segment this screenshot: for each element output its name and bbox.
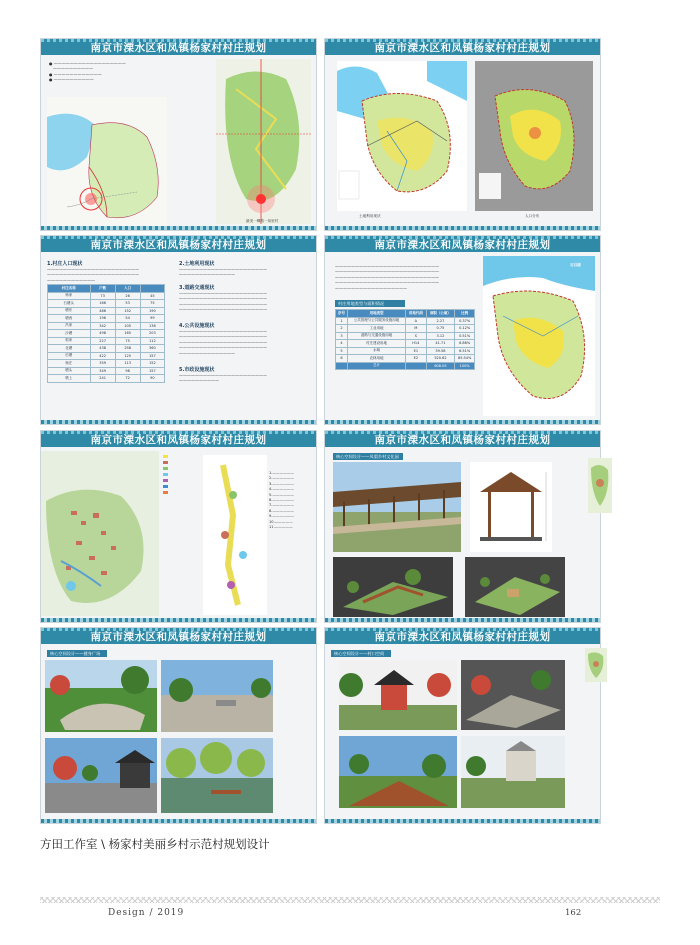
table-cell [336, 362, 348, 370]
section-landuse: 2.土地利用现状 [179, 261, 215, 267]
table-cell: 塘西 [48, 315, 91, 323]
panel-title: 南京市溧水区和凤镇杨家村村庄规划 [374, 239, 551, 251]
plan-notes: 1.—————— 2.—————— 3.—————— 4.—————— 5.—————— 6.—————— 7.—————— 8.—————— 9.—————— 10.————— 11.————— [269, 471, 294, 530]
table-cell: 45 [140, 292, 164, 300]
panel-title: 南京市溧水区和凤镇杨家村村庄规划 [90, 42, 267, 54]
side-thumbnail-1 [588, 458, 612, 513]
table-cell: H14 [406, 340, 426, 348]
panel-header [41, 628, 316, 644]
table-cell: 0.75 [426, 325, 455, 333]
panel-landuse-table [324, 235, 601, 425]
table-row [336, 362, 475, 370]
table-cell: 3 [336, 332, 348, 340]
panel-header [325, 39, 600, 55]
table-cell: 26 [115, 292, 140, 300]
population-table [47, 284, 165, 383]
table-cell: 3.12 [426, 332, 455, 340]
corridor-rendering [333, 462, 461, 552]
table-cell: 498 [90, 330, 115, 338]
panel-entrance-space [324, 627, 601, 824]
table-cell: 总计 [347, 362, 405, 370]
col-households: 户数 [90, 285, 115, 293]
table-cell: 152 [115, 307, 140, 315]
panel-title: 南京市溧水区和凤镇杨家村村庄规划 [90, 239, 267, 251]
table-row [48, 360, 165, 368]
table-row [48, 352, 165, 360]
table-cell: 墩上 [48, 375, 91, 383]
panel-header [325, 628, 600, 644]
entrance-rendering-3 [339, 736, 457, 808]
panel-header [325, 431, 600, 447]
population-distribution-map [475, 61, 593, 211]
table-cell: 塘头 [48, 367, 91, 375]
highway-label: 最美一樽路一凤里村 [246, 219, 279, 223]
population-paragraph: ——————————————————————— ——————————————————————— ———————————— [47, 267, 139, 283]
section-facilities: 4.公共设施现状 [179, 323, 215, 329]
landuse-intro: —————————————————————————— —————————————————————————— —————————————————————————— —————————————————————————— —————————————————— [335, 264, 439, 291]
panel-header [41, 39, 316, 55]
utilities-paragraph: —————————————————————— —————————— [179, 373, 267, 384]
table-cell: 农林用地 [347, 355, 405, 363]
table-cell: 85.54% [455, 355, 475, 363]
table-cell: 165 [115, 330, 140, 338]
panel-landuse-population [324, 38, 601, 231]
footer-design-year: Design / 2019 [108, 908, 185, 918]
table-cell: 258 [115, 345, 140, 353]
section-population: 1.村庄人口现状 [47, 261, 83, 267]
table-row [48, 292, 165, 300]
design-tag: 核心空间设计——村口空间 [331, 650, 391, 657]
table-cell: 39.58 [426, 347, 455, 355]
table-cell: 北塘 [48, 345, 91, 353]
lake-name: 石臼湖 [570, 263, 581, 267]
plaza-rendering-3 [45, 738, 157, 813]
panel-master-plan [40, 430, 317, 623]
panel-header [41, 236, 316, 252]
table-cell: 塘东 [48, 307, 91, 315]
table-cell: 72 [115, 375, 140, 383]
panel-status-text [40, 235, 317, 425]
plaza-rendering-4 [161, 738, 273, 813]
table-row [48, 300, 165, 308]
regional-location-map [47, 97, 167, 227]
table-cell: 0.51% [455, 332, 475, 340]
table-cell: 6.51% [455, 347, 475, 355]
land-table-title: 村庄用地类型与面积情况 [335, 300, 405, 307]
col-landtype: 用地类型 [347, 310, 405, 318]
table-row [48, 337, 165, 345]
table-cell: 道路与交通设施用地 [347, 332, 405, 340]
table-cell: 冯家 [48, 322, 91, 330]
table-cell: 2 [336, 325, 348, 333]
structure-diagram [203, 455, 267, 615]
table-cell: 石塘头 [48, 300, 91, 308]
table-row [336, 340, 475, 348]
table-cell: 4 [336, 340, 348, 348]
table-cell: 后塘 [48, 352, 91, 360]
col-village: 村庄名称 [48, 285, 91, 293]
panel-header [41, 431, 316, 447]
panel-title: 南京市溧水区和凤镇杨家村村庄规划 [374, 631, 551, 643]
design-tag: 核心空间设计——凤梨乡村文化园 [333, 453, 403, 460]
pavilion-section [470, 462, 552, 552]
table-cell: 349 [90, 367, 115, 375]
table-cell: 359 [90, 360, 115, 368]
side-thumbnail-2 [585, 648, 607, 682]
table-row [336, 347, 475, 355]
table-row [48, 322, 165, 330]
panel-title: 南京市溧水区和凤镇杨家村村庄规划 [374, 434, 551, 446]
table-cell: S [406, 332, 426, 340]
landuse-map-label: 土地利用现状 [359, 214, 381, 218]
table-cell: 郭家 [48, 337, 91, 345]
table-cell: 水域 [347, 347, 405, 355]
col-population: 人口 [115, 285, 140, 293]
facilities-paragraph: —————————————————————— —————————————————————— —————————————————————— —————————————————————— —————————————— [179, 329, 267, 356]
table-cell: 520.62 [426, 355, 455, 363]
table-cell: 90 [140, 375, 164, 383]
table-cell: 241 [90, 375, 115, 383]
table-cell: 438 [90, 345, 115, 353]
footer-divider [40, 897, 660, 903]
table-cell: 村庄建设用地 [347, 340, 405, 348]
aerial-rendering-1 [333, 557, 453, 617]
table-cell: 工业用地 [347, 325, 405, 333]
table-cell: A [406, 317, 426, 325]
table-cell: 203 [140, 330, 164, 338]
col-area: 面积（公顷） [426, 310, 455, 318]
table-cell: 杨家 [48, 292, 91, 300]
table-cell: 112 [140, 337, 164, 345]
entrance-rendering-1 [339, 660, 457, 730]
table-cell: 0.37% [455, 317, 475, 325]
table-cell: 166 [90, 300, 115, 308]
col-code: 用地代码 [406, 310, 426, 318]
col-ratio: 比例 [455, 310, 475, 318]
table-row [48, 367, 165, 375]
table-cell: 73 [90, 292, 115, 300]
table-cell: 2.27 [426, 317, 455, 325]
traffic-paragraph: —————————————————————— —————————————————————— —————————————————————— —————————————————————— [179, 291, 267, 313]
table-cell: 152 [140, 360, 164, 368]
table-cell: 公共管理与公共服务设施用地 [347, 317, 405, 325]
page-number: 162 [565, 908, 582, 918]
population-map-label: 人口分布 [525, 214, 540, 218]
table-row [48, 330, 165, 338]
col-index: 序号 [336, 310, 348, 318]
table-row [336, 317, 475, 325]
landuse-paragraph: —————————————————————— —————————————— [179, 267, 267, 278]
table-row [336, 332, 475, 340]
table-cell: 100% [455, 362, 475, 370]
plaza-rendering-2 [161, 660, 273, 732]
table-row [48, 307, 165, 315]
table-cell: 53 [115, 300, 140, 308]
table-cell: 41.71 [426, 340, 455, 348]
table-cell: 190 [140, 307, 164, 315]
table-cell: 227 [90, 337, 115, 345]
panel-title: 南京市溧水区和凤镇杨家村村庄规划 [374, 42, 551, 54]
panel-location-analysis [40, 38, 317, 231]
design-tag: 核心空间设计——健身广场 [47, 650, 107, 657]
table-cell: E2 [406, 355, 426, 363]
table-cell: 1 [336, 317, 348, 325]
table-cell: 136 [140, 322, 164, 330]
table-cell: 196 [90, 315, 115, 323]
table-row [48, 375, 165, 383]
table-cell: 157 [140, 352, 164, 360]
master-plan-map [41, 451, 159, 616]
table-cell [406, 362, 426, 370]
table-cell: E1 [406, 347, 426, 355]
table-row [48, 315, 165, 323]
table-cell: 75 [115, 337, 140, 345]
entrance-rendering-4 [461, 736, 565, 808]
table-row [48, 345, 165, 353]
table-cell: 113 [115, 360, 140, 368]
table-cell: 360 [140, 345, 164, 353]
table-cell: 0.12% [455, 325, 475, 333]
table-cell: 沙塘 [48, 330, 91, 338]
page-caption: 方田工作室 \ 杨家村美丽乡村示范村规划设计 [40, 837, 270, 851]
table-cell: 105 [115, 322, 140, 330]
village-location-map [216, 59, 311, 224]
table-cell: 125 [115, 352, 140, 360]
table-cell: M [406, 325, 426, 333]
table-cell: 486 [90, 307, 115, 315]
table-row [336, 355, 475, 363]
lake-landuse-map [483, 256, 595, 416]
section-traffic: 3.道路交通现状 [179, 285, 215, 291]
table-cell: 6.86% [455, 340, 475, 348]
panel-culture-park [324, 430, 601, 623]
table-cell: 342 [90, 322, 115, 330]
landuse-table [335, 309, 475, 370]
panel-title: 南京市溧水区和凤镇杨家村村庄规划 [90, 631, 267, 643]
plan-legend [163, 455, 203, 525]
plaza-rendering-1 [45, 660, 157, 732]
panel-fitness-plaza [40, 627, 317, 824]
table-cell: 608.05 [426, 362, 455, 370]
table-cell: 6 [336, 355, 348, 363]
landuse-status-map [337, 61, 467, 211]
table-cell: 422 [90, 352, 115, 360]
table-cell: 98 [115, 367, 140, 375]
table-cell: 杨庄 [48, 360, 91, 368]
panel-title: 南京市溧水区和凤镇杨家村村庄规划 [90, 434, 267, 446]
table-row [336, 325, 475, 333]
panel-header [325, 236, 600, 252]
table-cell: 54 [115, 315, 140, 323]
aerial-rendering-2 [465, 557, 565, 617]
location-notes: ● —————————————————— —————————— ● ———————————— ● —————————— [49, 61, 126, 83]
table-cell: 99 [140, 315, 164, 323]
table-cell: 5 [336, 347, 348, 355]
table-cell: 157 [140, 367, 164, 375]
table-cell: 75 [140, 300, 164, 308]
section-utilities: 5.市政设施现状 [179, 367, 215, 373]
entrance-rendering-2 [461, 660, 565, 730]
